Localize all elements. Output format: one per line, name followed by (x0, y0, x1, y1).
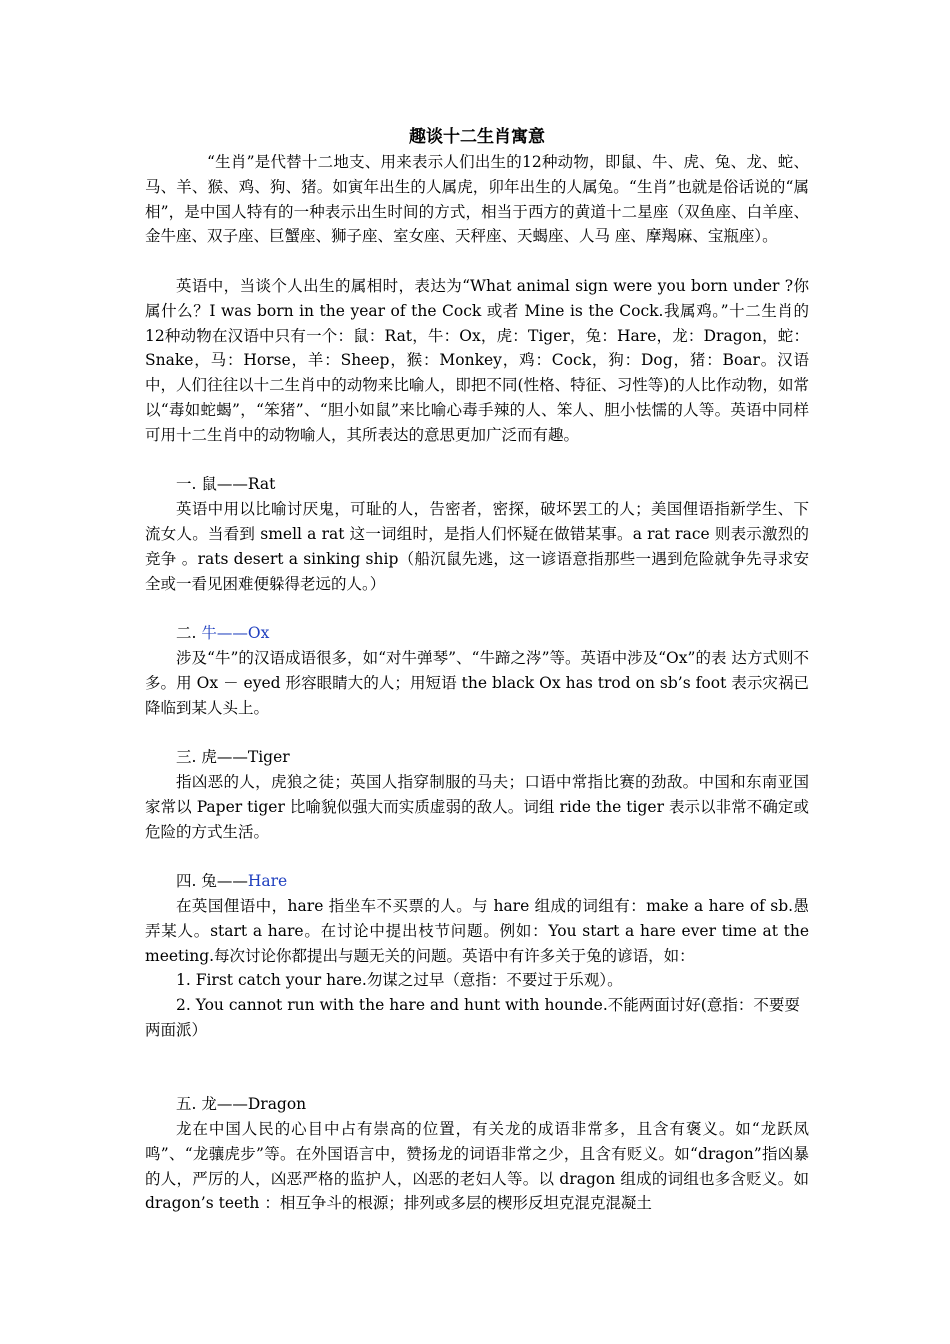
section-heading-rat: 一. 鼠——Rat (176, 475, 276, 494)
section-body-tiger: 指凶恶的人，虎狼之徒；英国人指穿制服的马夫；口语中常指比赛的劲敌。中国和东南亚国家常以 Paper tiger 比喻貌似强大而实质虚弱的敌人。词组 ride the tiger 表示以非常不确定或危险的方式生活。 (145, 772, 809, 841)
section-body-dragon: 龙在中国人民的心目中占有崇高的位置，有关龙的成语非常多，且含有褒义。如“龙跃凤鸣”、“龙骧虎步”等。在外国语言中，赞扬龙的词语非常之少，且含有贬义。如“dragon”指凶暴的人，严厉的人，凶恶严格的监护人，凶恶的老妇人等。以 dragon 组成的词组也多含贬义。如 dragon’s teeth ：相互争斗的根源；排列或多层的楔形反坦克混克混凝土 (145, 1120, 809, 1213)
spacer (145, 249, 809, 274)
section-heading-hare-colored: Hare (247, 872, 288, 891)
list-item: 1. First catch your hare.勿谋之过早（意指：不要过于乐观）。 (176, 971, 623, 990)
section-heading-ox (145, 621, 809, 646)
intro-paragraph: “生肖”是代替十二地支、用来表示人们出生的12种动物，即鼠、牛、虎、兔、龙、蛇、马、羊、猴、鸡、狗、猪。如寅年出生的人属虎，卯年出生的人属兔。“生肖”也就是俗话说的“属相”，是中国人特有的一种表示出生时间的方式，相当于西方的黄道十二星座（双鱼座、白羊座、金牛座、双子座、巨蟹座、狮子座、室女座、天秤座、天蝎座、人马 座、摩羯麻、宝瓶座）。 (145, 153, 809, 246)
section-heading-dragon: 五. 龙——Dragon (176, 1095, 307, 1114)
document-title: 趣谈十二生肖寓意 (409, 127, 545, 147)
spacer (145, 596, 809, 621)
section-heading-ox-colored: 牛——Ox (201, 624, 270, 643)
english-paragraph: 英语中，当谈个人出生的属相时，表达为“What animal sign were you born under ?你属什么？I was born in the year of the Cock 或者 Mine is the Cock.我属鸡。”十二生肖的12种动物在汉语中只有一个：鼠：Rat，牛：Ox，虎：Tiger，兔：Hare，龙：Dragon，蛇：Snake，马：Horse，羊：Sheep，猴：Monkey，鸡：Cock，狗：Dog，猪：Boar。汉语中，人们往往以十二生肖中的动物来比喻人，即把不同(性格、特征、习性等)的人比作动物，如常以“毒如蛇蝎”，“笨猪”、“胆小如鼠”来比喻心毒手辣的人、笨人、胆小怯懦的人等。英语中同样可用十二生肖中的动物喻人，其所表达的意思更加广泛而有趣。 (145, 276, 809, 444)
section-heading-ox-prefix: 二. (176, 624, 202, 643)
section-heading-hare (145, 869, 809, 894)
document-page (145, 124, 809, 1216)
list-item: 2. You cannot run with the hare and hunt with hounde.不能两面讨好(意指：不要耍两面派） (145, 996, 800, 1039)
section-body-ox: 涉及“牛”的汉语成语很多，如“对牛弹琴”、“牛蹄之涔”等。英语中涉及“Ox”的表 达方式则不多。用 Ox － eyed 形容眼睛大的人；用短语 the black Ox has trod on sb’s foot 表示灾祸已降临到某人头上。 (145, 648, 809, 717)
spacer (145, 720, 809, 745)
spacer (145, 844, 809, 869)
section-body-hare: 在英国俚语中，hare 指坐车不买票的人。与 hare 组成的词组有：make a hare of sb.愚弄某人。start a hare。在讨论中提出枝节问题。例如：You start a hare ever time at the meeting.每次讨论你都提出与题无关的问题。英语中有许多关于兔的谚语，如： (145, 896, 809, 965)
section-body-rat: 英语中用以比喻讨厌鬼，可耻的人，告密者，密探，破坏罢工的人；美国俚语指新学生、下流女人。当看到 smell a rat 这一词组时，是指人们怀疑在做错某事。a rat race 则表示激烈的竞争 。rats desert a sinking ship（船沉鼠先逃，这一谚语意指那些一遇到危险就争先寻求安全或一看见困难便躲得老远的人。） (145, 500, 809, 593)
spacer (145, 448, 809, 473)
section-heading-tiger: 三. 虎——Tiger (176, 748, 290, 767)
spacer (145, 1043, 809, 1093)
section-heading-hare-prefix: 四. 兔—— (176, 872, 248, 891)
